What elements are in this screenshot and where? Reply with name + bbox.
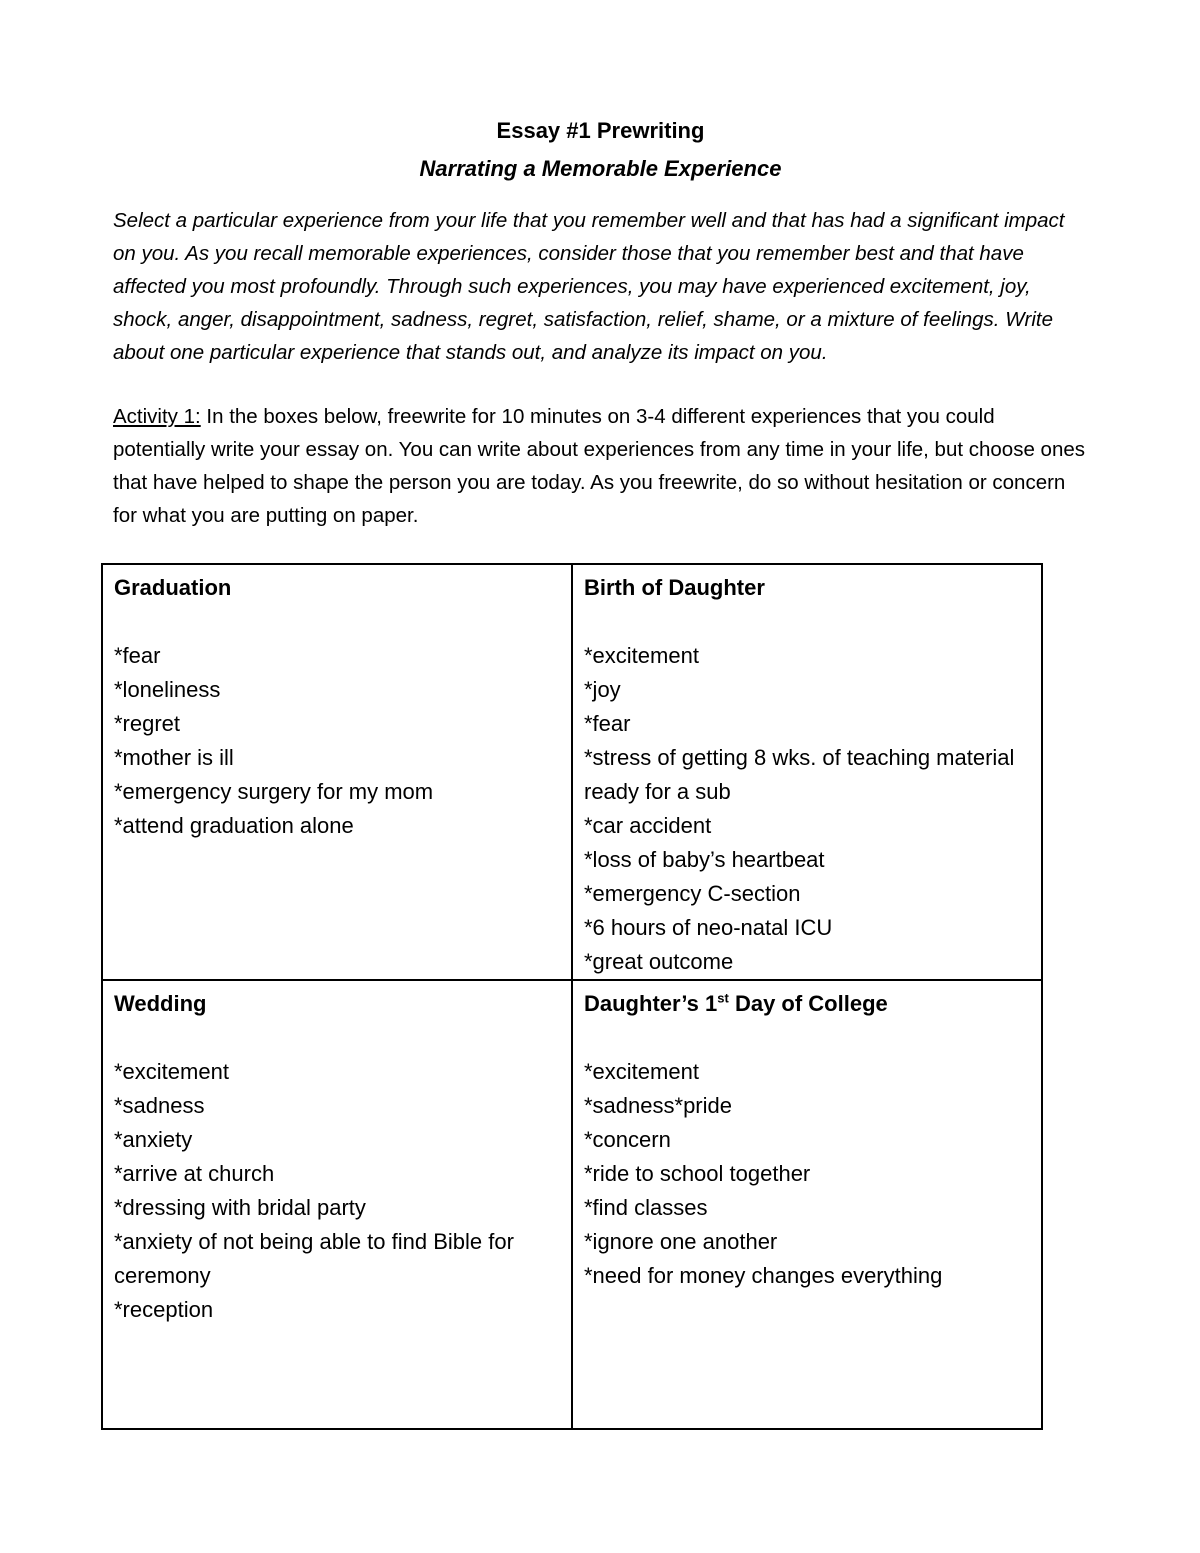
- page-subtitle: Narrating a Memorable Experience: [419, 156, 782, 181]
- page-title: Essay #1 Prewriting: [496, 118, 705, 143]
- list-item: *emergency C-section: [584, 881, 801, 906]
- list-item: *emergency surgery for my mom: [114, 779, 434, 804]
- list-item: *fear: [114, 643, 161, 668]
- box-title-rest: Day of College: [728, 991, 888, 1016]
- list-item: *6 hours of neo-natal ICU: [584, 915, 833, 940]
- list-item: *excitement: [584, 643, 699, 668]
- activity-instructions: [113, 400, 1088, 532]
- box-title-superscript: st: [717, 990, 729, 1006]
- box-items: [584, 1055, 1031, 1293]
- list-item: *anxiety of not being able to find Bible for ceremony: [114, 1229, 514, 1288]
- essay-prompt: Select a particular experience from your life that you remember well and that has had a significant impact on you. As you recall memorable experiences, consider those that you remember best and that have affected you most profoundly. Through such experiences, you may have experienced excitement, joy, shock, anger, disappointment, sadness, regret, satisfaction, relief, shame, or a mixture of feelings. Write about one particular experience that stands out, and analyze its impact on you.: [113, 209, 1065, 364]
- box-items: [114, 1055, 561, 1327]
- list-item: *loss of baby’s heartbeat: [584, 847, 825, 872]
- document-page: [113, 112, 1088, 532]
- list-item: *find classes: [584, 1195, 708, 1220]
- freewrite-grid: [101, 563, 1043, 1430]
- box-birth-of-daughter: [572, 564, 1042, 980]
- activity-label: Activity 1:: [113, 405, 201, 428]
- list-item: *ignore one another: [584, 1229, 778, 1254]
- list-item: *concern: [584, 1127, 671, 1152]
- list-item: *need for money changes everything: [584, 1263, 943, 1288]
- box-title: Wedding: [114, 991, 207, 1016]
- box-items: [584, 639, 1031, 979]
- box-title: Birth of Daughter: [584, 575, 765, 600]
- box-title-main: Daughter’s 1: [584, 991, 718, 1016]
- activity-text: In the boxes below, freewrite for 10 minutes on 3-4 different experiences that you could potentially write your essay on. You can write about experiences from any time in your life, but choose ones that have helped to shape the person you are today. As you freewrite, do so without hesitation or concern for what you are putting on paper.: [113, 405, 1086, 527]
- list-item: *loneliness: [114, 677, 221, 702]
- box-daughters-first-day-of-college: [572, 980, 1042, 1429]
- list-item: *sadness: [114, 1093, 205, 1118]
- list-item: *great outcome: [584, 949, 734, 974]
- list-item: *excitement: [114, 1059, 229, 1084]
- box-wedding: [102, 980, 572, 1429]
- list-item: *regret: [114, 711, 181, 736]
- list-item: *stress of getting 8 wks. of teaching material ready for a sub: [584, 745, 1015, 804]
- box-graduation: [102, 564, 572, 980]
- list-item: *attend graduation alone: [114, 813, 354, 838]
- list-item: *car accident: [584, 813, 712, 838]
- list-item: *mother is ill: [114, 745, 234, 770]
- list-item: *joy: [584, 677, 621, 702]
- list-item: *sadness*pride: [584, 1093, 732, 1118]
- list-item: *reception: [114, 1297, 214, 1322]
- box-title: Graduation: [114, 575, 232, 600]
- list-item: *ride to school together: [584, 1161, 811, 1186]
- list-item: *fear: [584, 711, 631, 736]
- list-item: *excitement: [584, 1059, 699, 1084]
- box-title: [584, 987, 1031, 1021]
- list-item: *anxiety: [114, 1127, 193, 1152]
- list-item: *arrive at church: [114, 1161, 275, 1186]
- list-item: *dressing with bridal party: [114, 1195, 366, 1220]
- box-items: [114, 639, 561, 843]
